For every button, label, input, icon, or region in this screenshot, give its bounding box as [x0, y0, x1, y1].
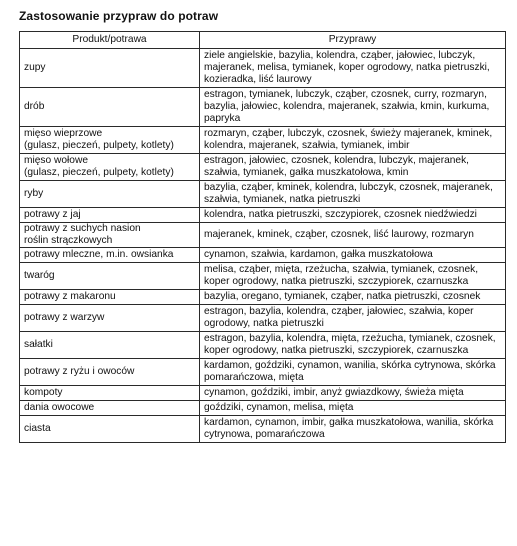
spices-cell: estragon, tymianek, lubczyk, cząber, czosnek, curry, rozmaryn, bazylia, jałowiec, kolendra, majeranek, szałwia, kmin, kurkuma, papryka: [200, 88, 506, 127]
spices-cell: estragon, jałowiec, czosnek, kolendra, lubczyk, majeranek, szałwia, tymianek, gałka muszkatołowa, kmin: [200, 154, 506, 181]
spices-cell: ziele angielskie, bazylia, kolendra, cząber, jałowiec, lubczyk, majeranek, melisa, tymianek, koper ogrodowy, natka pietruszki, kozieradka, liść laurowy: [200, 49, 506, 88]
table-row: [20, 223, 506, 248]
table-row: [20, 88, 506, 127]
spices-cell: estragon, bazylia, kolendra, mięta, rzeżucha, tymianek, czosnek, koper ogrodowy, natka pietruszki, szczypiorek, czarnuszka: [200, 332, 506, 359]
table-row: [20, 401, 506, 416]
dish-cell: zupy: [20, 49, 200, 88]
spices-cell: kardamon, goździki, cynamon, wanilia, skórka cytrynowa, skórka pomarańczowa, mięta: [200, 359, 506, 386]
dish-cell: sałatki: [20, 332, 200, 359]
table-row: [20, 290, 506, 305]
spices-cell: bazylia, cząber, kminek, kolendra, lubczyk, czosnek, majeranek, szałwia, tymianek, natka pietruszki: [200, 181, 506, 208]
spices-cell: majeranek, kminek, cząber, czosnek, liść laurowy, rozmaryn: [200, 223, 506, 248]
table-row: [20, 263, 506, 290]
spices-cell: cynamon, goździki, imbir, anyż gwiazdkowy, świeża mięta: [200, 386, 506, 401]
table-header-row: [20, 32, 506, 49]
dish-cell: potrawy z warzyw: [20, 305, 200, 332]
spices-cell: kolendra, natka pietruszki, szczypiorek, czosnek niedźwiedzi: [200, 208, 506, 223]
spices-cell: goździki, cynamon, melisa, mięta: [200, 401, 506, 416]
table-row: [20, 305, 506, 332]
table-row: [20, 154, 506, 181]
spices-cell: melisa, cząber, mięta, rzeżucha, szałwia, tymianek, czosnek, koper ogrodowy, natka pietruszki, szczypiorek, czarnuszka: [200, 263, 506, 290]
table-row: [20, 181, 506, 208]
dish-cell: dania owocowe: [20, 401, 200, 416]
dish-cell: potrawy mleczne, m.in. owsianka: [20, 248, 200, 263]
dish-cell: ryby: [20, 181, 200, 208]
spices-cell: estragon, bazylia, kolendra, cząber, jałowiec, szałwia, koper ogrodowy, natka pietruszki: [200, 305, 506, 332]
column-header-dish: Produkt/potrawa: [20, 32, 200, 49]
spices-cell: bazylia, oregano, tymianek, cząber, natka pietruszki, czosnek: [200, 290, 506, 305]
dish-cell: potrawy z suchych nasion roślin strączkowych: [20, 223, 200, 248]
spices-cell: kardamon, cynamon, imbir, gałka muszkatołowa, wanilia, skórka cytrynowa, pomarańczowa: [200, 416, 506, 443]
table-row: [20, 359, 506, 386]
page-title: Zastosowanie przypraw do potraw: [19, 9, 219, 23]
table-row: [20, 49, 506, 88]
dish-cell: ciasta: [20, 416, 200, 443]
dish-cell: drób: [20, 88, 200, 127]
table-body: [20, 49, 506, 443]
table-row: [20, 416, 506, 443]
table-row: [20, 386, 506, 401]
dish-cell: twaróg: [20, 263, 200, 290]
table-row: [20, 208, 506, 223]
dish-cell: potrawy z jaj: [20, 208, 200, 223]
spices-cell: rozmaryn, cząber, lubczyk, czosnek, świeży majeranek, kminek, kolendra, majeranek, szałwia, tymianek, imbir: [200, 127, 506, 154]
dish-cell: potrawy z makaronu: [20, 290, 200, 305]
table-row: [20, 332, 506, 359]
spice-table: [19, 31, 506, 443]
dish-cell: potrawy z ryżu i owoców: [20, 359, 200, 386]
dish-cell: mięso wołowe (gulasz, pieczeń, pulpety, kotlety): [20, 154, 200, 181]
table-row: [20, 248, 506, 263]
spices-cell: cynamon, szałwia, kardamon, gałka muszkatołowa: [200, 248, 506, 263]
table-row: [20, 127, 506, 154]
dish-cell: mięso wieprzowe (gulasz, pieczeń, pulpety, kotlety): [20, 127, 200, 154]
column-header-spices: Przyprawy: [200, 32, 506, 49]
dish-cell: kompoty: [20, 386, 200, 401]
